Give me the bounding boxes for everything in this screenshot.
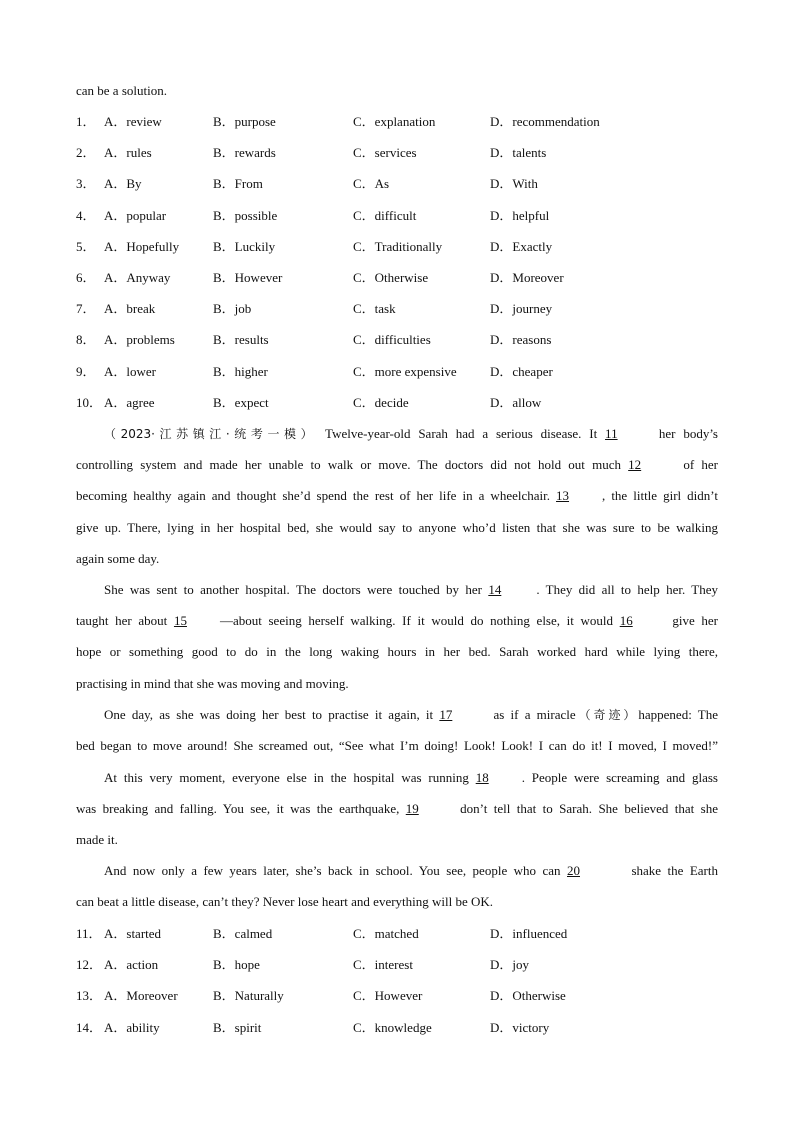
blank-17: 17: [439, 707, 453, 722]
question-number: 7．: [76, 301, 96, 317]
option-d: D．Exactly: [490, 238, 553, 254]
option-c: C．knowledge: [353, 1019, 432, 1035]
option-c: C．task: [353, 301, 396, 317]
option-b: B．calmed: [213, 926, 273, 941]
option-b: B．However: [213, 270, 283, 285]
option-d: D．journey: [490, 301, 553, 317]
passage-line: can beat a little disease, can’t they? Never lose heart and everything will be OK.: [76, 894, 494, 910]
option-a: A．problems: [104, 332, 175, 348]
option-c: C．As: [353, 176, 390, 192]
option-a: A．By: [104, 176, 142, 192]
intro-tail-text: can be a solution.: [76, 83, 167, 98]
option-a: A．lower: [104, 363, 156, 379]
option-c: C．difficulties: [353, 332, 431, 348]
blank-18: 18: [475, 770, 489, 785]
passage-line: bed began to move around! She screamed out, “See what I’m doing! Look! Look! I can do it! I moved, I moved!”: [76, 738, 718, 754]
option-c: C．However: [353, 988, 423, 1004]
blank-15: 15: [173, 613, 187, 629]
passage-line: At this very moment, everyone else in the hospital was running 18 . People were screaming and glass: [104, 770, 718, 785]
blank-12: 12: [628, 457, 642, 473]
passage-source: （2023·江苏镇江·统考一模）: [104, 427, 318, 441]
passage-line: again some day.: [76, 550, 160, 566]
option-d: D．victory: [490, 1019, 550, 1035]
question-number: 4．: [76, 207, 96, 223]
question-number: 11．: [76, 926, 102, 941]
option-d: D．cheaper: [490, 363, 553, 379]
option-c: C．interest: [353, 957, 413, 973]
passage-line: （2023·江苏镇江·统考一模） Twelve-year-old Sarah had a serious disease. It 11 her body’s: [104, 426, 718, 441]
question-number: 9．: [76, 363, 96, 379]
passage-line: She was sent to another hospital. The doctors were touched by her 14 . They did all to help her. They: [104, 582, 719, 597]
blank-14: 14: [488, 582, 502, 597]
option-a: A．Anyway: [104, 270, 171, 285]
option-c: C．Traditionally: [353, 238, 443, 254]
option-d: D．recommendation: [490, 114, 600, 129]
blank-19: 19: [405, 801, 419, 817]
passage-line: And now only a few years later, she’s back in school. You see, people who can 20 shake the Earth: [104, 863, 718, 878]
passage-line: taught her about 15 —about seeing herself walking. If it would do nothing else, it would 16 give her: [76, 613, 718, 629]
option-c: C．services: [353, 145, 417, 161]
option-a: A．review: [104, 114, 162, 129]
question-number: 5．: [76, 238, 96, 254]
blank-16: 16: [619, 613, 633, 629]
option-a: A．Hopefully: [104, 238, 180, 254]
option-d: D．helpful: [490, 207, 550, 223]
option-b: B．possible: [213, 207, 278, 223]
option-a: A．rules: [104, 145, 152, 161]
option-d: D．influenced: [490, 926, 568, 941]
question-number: 3．: [76, 176, 96, 192]
option-d: D．Otherwise: [490, 988, 566, 1004]
option-d: D．talents: [490, 145, 547, 161]
blank-11: 11: [605, 426, 618, 441]
question-number: 1．: [76, 114, 96, 129]
option-b: B．spirit: [213, 1019, 262, 1035]
option-d: D．Moreover: [490, 270, 564, 285]
option-b: B．Luckily: [213, 238, 276, 254]
option-b: B．results: [213, 332, 269, 348]
passage-line: One day, as she was doing her best to practise it again, it 17 as if a miracle（奇迹）happened: The: [104, 707, 718, 722]
option-c: C．matched: [353, 926, 419, 941]
passage-line: give up. There, lying in her hospital bed, she would say to anyone who’d listen that she was sure to be walking: [76, 519, 718, 535]
option-b: B．higher: [213, 363, 268, 379]
passage-line: practising in mind that she was moving and moving.: [76, 675, 349, 691]
question-number: 2．: [76, 145, 96, 161]
question-number: 14．: [76, 1019, 103, 1035]
option-d: D．allow: [490, 394, 542, 410]
option-a: A．agree: [104, 394, 155, 410]
option-c: C．explanation: [353, 114, 436, 129]
option-b: B．rewards: [213, 145, 276, 161]
passage-line: controlling system and made her unable to walk or move. The doctors did not hold out much 12 of her: [76, 457, 719, 473]
option-b: B．expect: [213, 394, 269, 410]
blank-20: 20: [567, 863, 580, 878]
passage-line: was breaking and falling. You see, it was the earthquake, 19 don’t tell that to Sarah. She believed that she: [76, 801, 719, 817]
question-number: 10．: [76, 394, 103, 410]
passage-paragraph-4: [76, 770, 718, 864]
option-a: A．action: [104, 957, 159, 973]
passage-paragraph-3: [76, 707, 718, 769]
option-b: B．Naturally: [213, 988, 284, 1004]
passage-line: hope or something good to do in the long waking hours in her bed. Sarah worked hard while lying there,: [76, 644, 718, 660]
option-a: A．break: [104, 301, 156, 317]
option-a: A．started: [104, 926, 162, 941]
option-c: C．Otherwise: [353, 270, 429, 285]
question-number: 13．: [76, 988, 103, 1004]
option-a: A．popular: [104, 207, 167, 223]
option-c: C．more expensive: [353, 363, 457, 379]
option-c: C．decide: [353, 394, 409, 410]
passage-line: becoming healthy again and thought she’d spend the rest of her life in a wheelchair. 13 , the little girl didn’t: [76, 488, 719, 504]
question-number: 12．: [76, 957, 103, 973]
passage-paragraph-1: [76, 426, 718, 582]
passage-paragraph-2: [76, 582, 718, 707]
question-number: 6．: [76, 270, 96, 285]
option-d: D．reasons: [490, 332, 552, 348]
blank-13: 13: [556, 488, 570, 504]
option-d: D．With: [490, 176, 538, 192]
option-c: C．difficult: [353, 207, 417, 223]
question-number: 8．: [76, 332, 96, 348]
option-a: A．ability: [104, 1019, 160, 1035]
option-a: A．Moreover: [104, 988, 178, 1004]
passage-paragraph-5: [76, 863, 718, 925]
option-b: B．job: [213, 301, 252, 317]
option-b: B．hope: [213, 957, 260, 973]
option-b: B．purpose: [213, 114, 276, 129]
option-b: B．From: [213, 176, 263, 192]
option-d: D．joy: [490, 957, 530, 973]
passage-line: made it.: [76, 832, 118, 848]
